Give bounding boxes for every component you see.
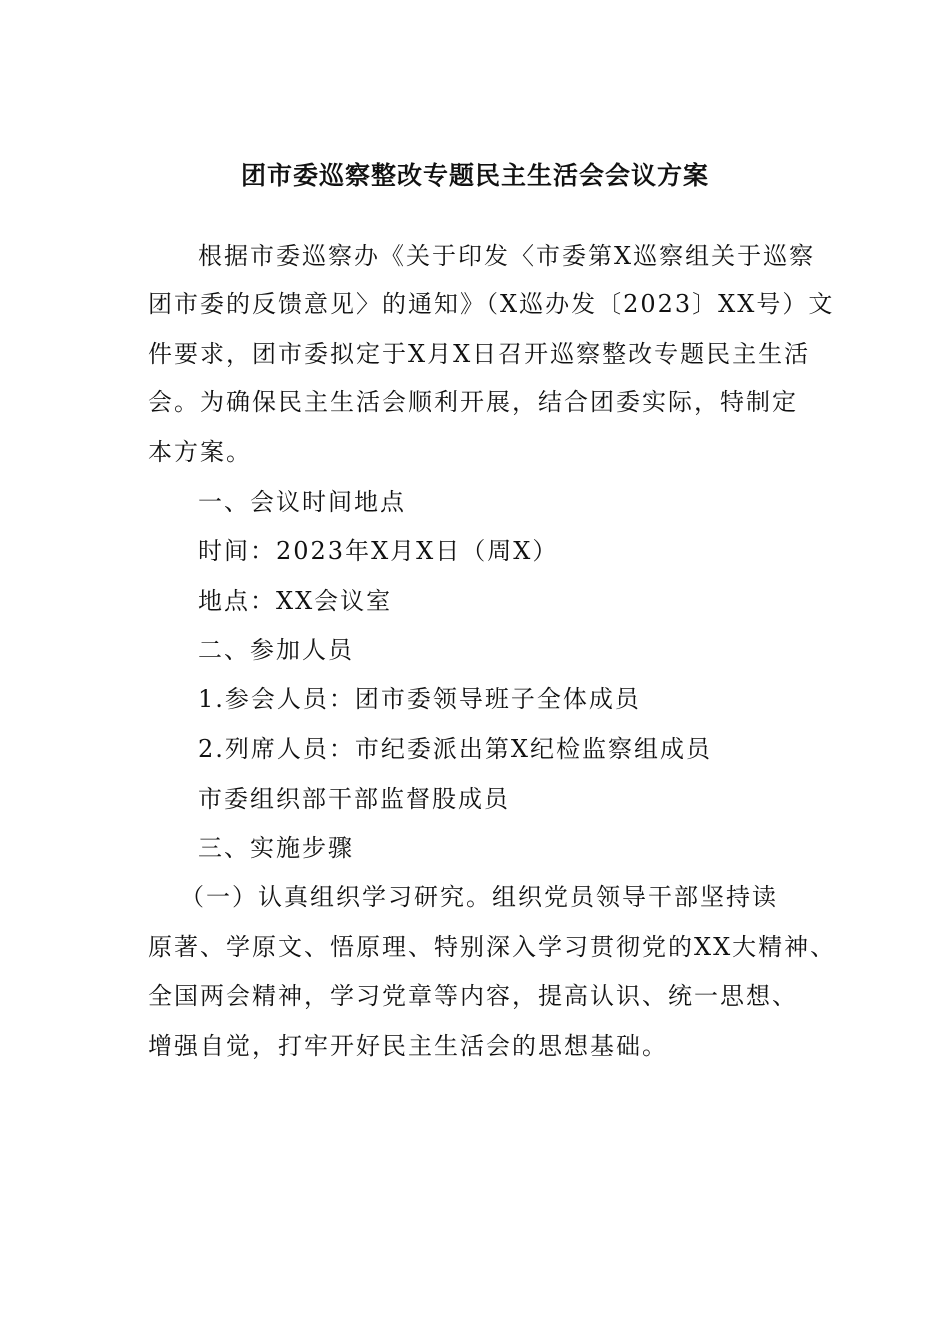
intro-line-1: 根据市委巡察办《关于印发〈市委第X巡察组关于巡察 (198, 242, 816, 270)
document-title: 团市委巡察整改专题民主生活会会议方案 (240, 161, 709, 190)
section1-heading: 一、会议时间地点 (198, 488, 406, 516)
section3-para-line-4: 增强自觉，打牢开好民主生活会的思想基础。 (148, 1032, 668, 1060)
intro-line-3: 件要求，团市委拟定于X月X日召开巡察整改专题民主生活 (148, 340, 811, 368)
intro-line-5: 本方案。 (148, 438, 252, 466)
section3-para-line-2: 原著、学原文、悟原理、特别深入学习贯彻党的XX大精神、 (148, 933, 837, 961)
attendees-item-1: 1.参会人员：团市委领导班子全体成员 (198, 685, 641, 713)
section2-heading: 二、参加人员 (198, 636, 354, 664)
section3-para-line-3: 全国两会精神，学习党章等内容，提高认识、统一思想、 (148, 982, 798, 1010)
section3-heading: 三、实施步骤 (198, 834, 354, 862)
attendees-item-3: 市委组织部干部监督股成员 (198, 785, 510, 813)
meeting-place: 地点：XX会议室 (198, 587, 393, 615)
section3-para-line-1: （一）认真组织学习研究。组织党员领导干部坚持读 (180, 883, 778, 911)
attendees-item-2: 2.列席人员：市纪委派出第X纪检监察组成员 (198, 735, 712, 763)
intro-line-2: 团市委的反馈意见〉的通知》（X巡办发〔2023〕XX号）文 (148, 290, 835, 318)
intro-line-4: 会。为确保民主生活会顺利开展，结合团委实际，特制定 (148, 388, 798, 416)
meeting-time: 时间：2023年X月X日（周X） (198, 537, 559, 565)
